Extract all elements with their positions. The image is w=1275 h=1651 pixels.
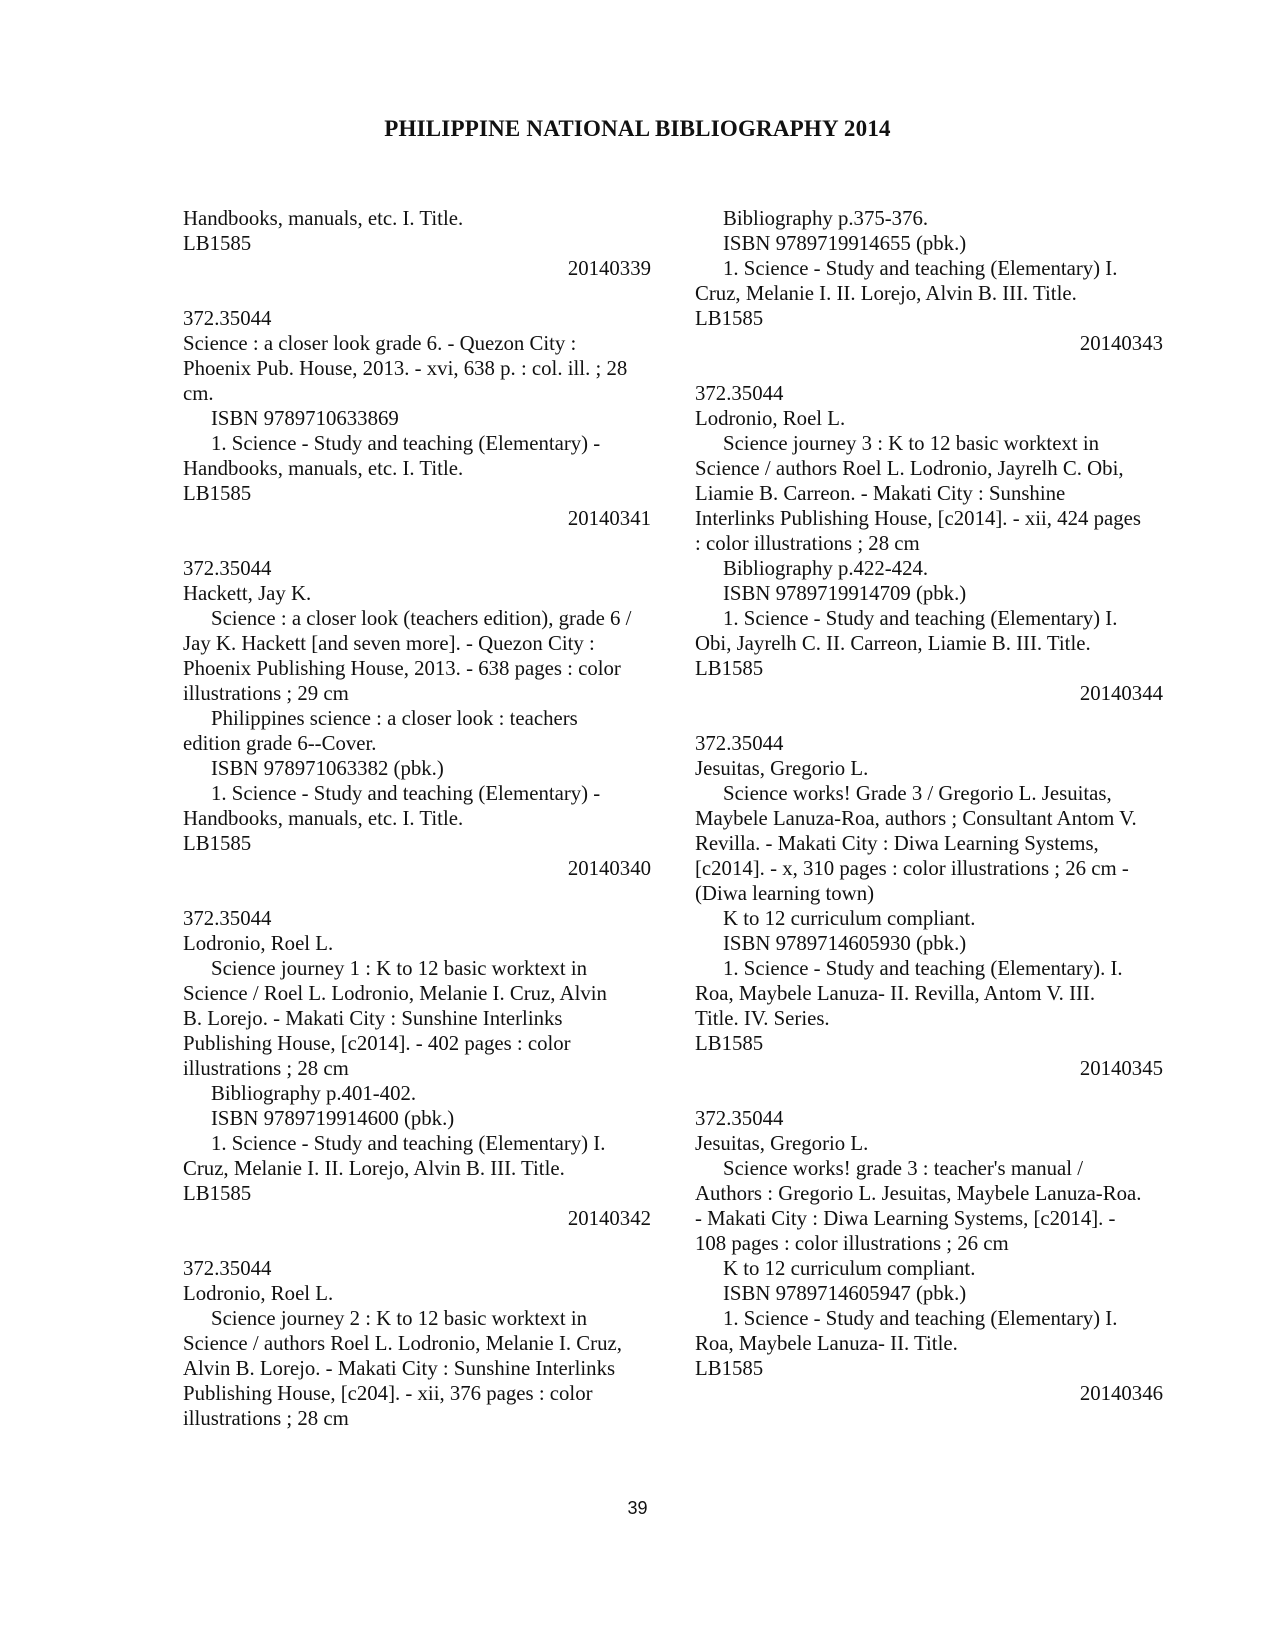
note-line: Bibliography p.401-402. <box>211 1082 417 1105</box>
entry-line: Roa, Maybele Lanuza- II. Revilla, Antom V. III. <box>695 982 1096 1005</box>
entry-line: illustrations ; 28 cm <box>183 1407 349 1430</box>
author: Lodronio, Roel L. <box>695 407 846 430</box>
spacer <box>695 1081 1163 1106</box>
spacer <box>183 531 651 556</box>
classification-number: 372.35044 <box>183 307 272 330</box>
author: Lodronio, Roel L. <box>183 1282 334 1305</box>
entry-line: : color illustrations ; 28 cm <box>695 532 920 555</box>
spacer <box>695 356 1163 381</box>
entry-line: Maybele Lanuza-Roa, authors ; Consultant Antom V. <box>695 807 1137 830</box>
isbn: ISBN 9789710633869 <box>211 407 399 430</box>
page-number: 39 <box>627 1498 648 1518</box>
subject-line: 1. Science - Study and teaching (Elementary). I. <box>723 957 1123 980</box>
record-id: 20140339 <box>567 257 651 280</box>
classification-number: 372.35044 <box>183 907 272 930</box>
entry-line: Phoenix Pub. House, 2013. - xvi, 638 p. : col. ill. ; 28 <box>183 357 628 380</box>
call-number: LB1585 <box>695 307 764 330</box>
entry-line: Phoenix Publishing House, 2013. - 638 pages : color <box>183 657 621 680</box>
isbn: ISBN 9789714605930 (pbk.) <box>723 932 967 955</box>
spacer <box>183 1231 651 1256</box>
note-line: K to 12 curriculum compliant. <box>723 907 976 930</box>
note-line: Bibliography p.422-424. <box>723 557 929 580</box>
entry-line: 108 pages : color illustrations ; 26 cm <box>695 1232 1009 1255</box>
subject-line: 1. Science - Study and teaching (Elementary) I. <box>723 1307 1118 1330</box>
entry-line: Handbooks, manuals, etc. I. Title. <box>183 207 464 230</box>
left-column <box>183 206 651 1431</box>
spacer <box>183 881 651 906</box>
record-id: 20140340 <box>567 857 651 880</box>
entry-line: Publishing House, [c2014]. - 402 pages : color <box>183 1032 571 1055</box>
title-line: Science journey 1 : K to 12 basic worktext in <box>211 957 587 980</box>
entry-line: Obi, Jayrelh C. II. Carreon, Liamie B. III. Title. <box>695 632 1091 655</box>
subject-line: 1. Science - Study and teaching (Elementary) - <box>211 432 601 455</box>
subject-line: 1. Science - Study and teaching (Elementary) I. <box>211 1132 606 1155</box>
note-line: Bibliography p.375-376. <box>723 207 929 230</box>
entry-line: Cruz, Melanie I. II. Lorejo, Alvin B. III. Title. <box>695 282 1077 305</box>
entry-line: Roa, Maybele Lanuza- II. Title. <box>695 1332 958 1355</box>
entry-line: cm. <box>183 382 214 405</box>
entry-line: [c2014]. - x, 310 pages : color illustrations ; 26 cm - <box>695 857 1129 880</box>
note-line: K to 12 curriculum compliant. <box>723 1257 976 1280</box>
isbn: ISBN 978971063382 (pbk.) <box>211 757 444 780</box>
author: Jesuitas, Gregorio L. <box>695 757 869 780</box>
entry-line: Liamie B. Carreon. - Makati City : Sunshine <box>695 482 1066 505</box>
subject-line: 1. Science - Study and teaching (Elementary) I. <box>723 257 1118 280</box>
record-id: 20140345 <box>1079 1057 1163 1080</box>
entry-line: (Diwa learning town) <box>695 882 875 905</box>
author: Jesuitas, Gregorio L. <box>695 1132 869 1155</box>
call-number: LB1585 <box>183 482 252 505</box>
classification-number: 372.35044 <box>695 382 784 405</box>
entry-line: Interlinks Publishing House, [c2014]. - xii, 424 pages <box>695 507 1141 530</box>
entry-line: Revilla. - Makati City : Diwa Learning Systems, <box>695 832 1099 855</box>
page-title: PHILIPPINE NATIONAL BIBLIOGRAPHY 2014 <box>384 116 891 141</box>
entry-line: B. Lorejo. - Makati City : Sunshine Interlinks <box>183 1007 563 1030</box>
subject-line: 1. Science - Study and teaching (Elementary) - <box>211 782 601 805</box>
entry-line: Science / authors Roel L. Lodronio, Jayrelh C. Obi, <box>695 457 1124 480</box>
entry-line: Handbooks, manuals, etc. I. Title. <box>183 807 464 830</box>
record-id: 20140344 <box>1079 682 1163 705</box>
classification-number: 372.35044 <box>183 557 272 580</box>
entry-line: - Makati City : Diwa Learning Systems, [c2014]. - <box>695 1207 1116 1230</box>
record-id: 20140341 <box>567 507 651 530</box>
entry-line: Authors : Gregorio L. Jesuitas, Maybele Lanuza-Roa. <box>695 1182 1142 1205</box>
isbn: ISBN 9789719914709 (pbk.) <box>723 582 967 605</box>
record-id: 20140346 <box>1079 1382 1163 1405</box>
entry-line: Science / authors Roel L. Lodronio, Melanie I. Cruz, <box>183 1332 622 1355</box>
entry-line: illustrations ; 28 cm <box>183 1057 349 1080</box>
title-line: Science journey 2 : K to 12 basic worktext in <box>211 1307 587 1330</box>
entry-line: Cruz, Melanie I. II. Lorejo, Alvin B. III. Title. <box>183 1157 565 1180</box>
call-number: LB1585 <box>183 232 252 255</box>
entry-line: illustrations ; 29 cm <box>183 682 349 705</box>
note-line: Philippines science : a closer look : teachers <box>211 707 578 730</box>
spacer <box>183 281 651 306</box>
author: Lodronio, Roel L. <box>183 932 334 955</box>
record-id: 20140343 <box>1079 332 1163 355</box>
title-line: Science journey 3 : K to 12 basic worktext in <box>723 432 1099 455</box>
entry-line: Science / Roel L. Lodronio, Melanie I. Cruz, Alvin <box>183 982 607 1005</box>
call-number: LB1585 <box>183 832 252 855</box>
call-number: LB1585 <box>183 1182 252 1205</box>
title-line: Science works! Grade 3 / Gregorio L. Jesuitas, <box>723 782 1112 805</box>
spacer <box>695 706 1163 731</box>
isbn: ISBN 9789719914600 (pbk.) <box>211 1107 455 1130</box>
title-line: Science : a closer look (teachers edition), grade 6 / <box>211 607 632 630</box>
entry-line: Title. IV. Series. <box>695 1007 830 1030</box>
isbn: ISBN 9789714605947 (pbk.) <box>723 1282 967 1305</box>
classification-number: 372.35044 <box>183 1257 272 1280</box>
call-number: LB1585 <box>695 1357 764 1380</box>
author: Hackett, Jay K. <box>183 582 312 605</box>
call-number: LB1585 <box>695 1032 764 1055</box>
title-line: Science : a closer look grade 6. - Quezon City : <box>183 332 577 355</box>
entry-line: Alvin B. Lorejo. - Makati City : Sunshine Interlinks <box>183 1357 616 1380</box>
isbn: ISBN 9789719914655 (pbk.) <box>723 232 967 255</box>
record-id: 20140342 <box>567 1207 651 1230</box>
entry-line: Publishing House, [c204]. - xii, 376 pages : color <box>183 1382 593 1405</box>
entry-line: edition grade 6--Cover. <box>183 732 377 755</box>
classification-number: 372.35044 <box>695 732 784 755</box>
entry-line: Jay K. Hackett [and seven more]. - Quezon City : <box>183 632 595 655</box>
call-number: LB1585 <box>695 657 764 680</box>
classification-number: 372.35044 <box>695 1107 784 1130</box>
entry-line: Handbooks, manuals, etc. I. Title. <box>183 457 464 480</box>
right-column <box>695 206 1163 1406</box>
subject-line: 1. Science - Study and teaching (Elementary) I. <box>723 607 1118 630</box>
title-line: Science works! grade 3 : teacher's manual / <box>723 1157 1084 1180</box>
